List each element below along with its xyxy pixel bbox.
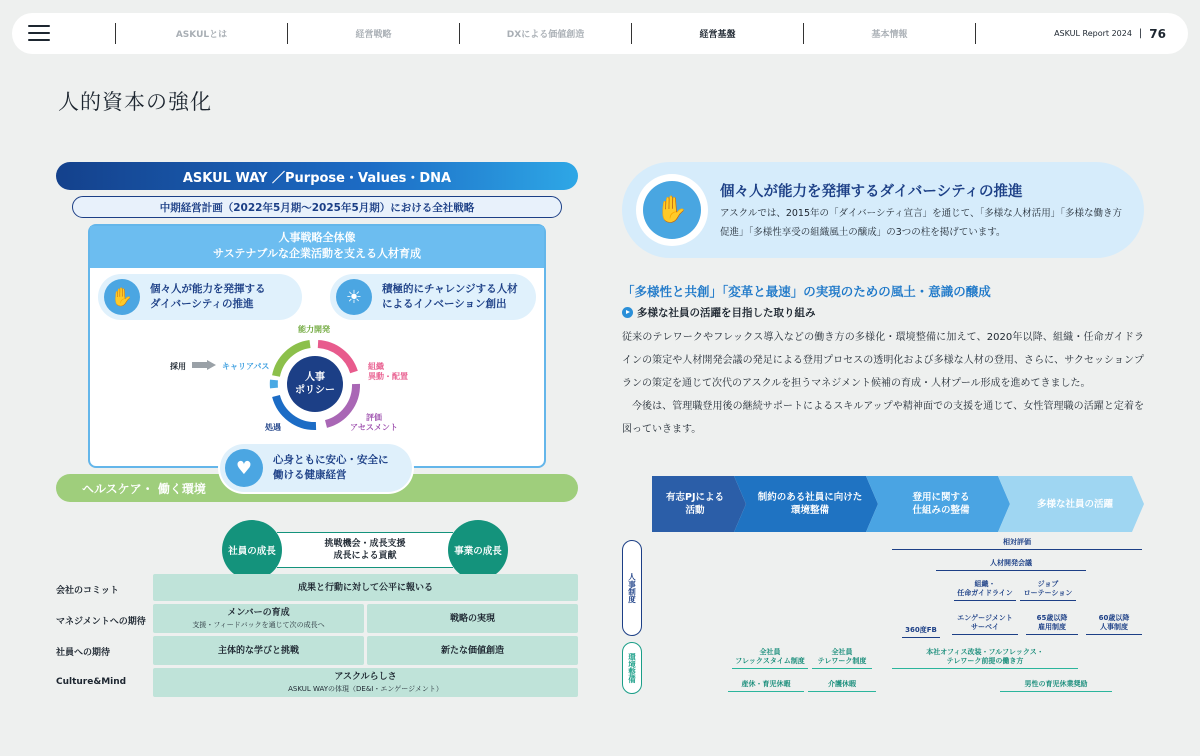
telework-line2: テレワーク制度 bbox=[817, 657, 867, 665]
hr-strategy-header bbox=[90, 226, 544, 268]
body-text bbox=[622, 326, 1144, 441]
step-2-line2: 環境整備 bbox=[790, 505, 829, 516]
flextime-line1: 全社員 bbox=[759, 648, 781, 656]
health-bar: ヘルスケア・ 働く環境 bbox=[56, 474, 578, 502]
timeline-relative-eval: 相対評価 bbox=[892, 538, 1142, 550]
nav-item-foundation[interactable]: 経営基盤 bbox=[631, 23, 803, 44]
cycle-center-line1: 人事 bbox=[305, 372, 325, 383]
table-cell bbox=[367, 604, 578, 633]
over60-line2: 人事制度 bbox=[1100, 623, 1128, 631]
step-1 bbox=[652, 476, 738, 532]
label-hr-system: 人事制度 bbox=[622, 540, 642, 636]
step-2 bbox=[746, 476, 874, 532]
cycle-label-evaluation bbox=[350, 413, 398, 433]
innovation-pill-line1: 積極的にチャレンジする人材 bbox=[382, 283, 518, 295]
heart-hands-icon: ♥ bbox=[225, 449, 263, 487]
nav-item-askul[interactable]: ASKULとは bbox=[115, 23, 287, 44]
office-line1: 本社オフィス改装・フルフレックス・ bbox=[926, 648, 1044, 656]
sub-heading bbox=[622, 305, 816, 320]
telework-line1: 全社員 bbox=[831, 648, 853, 656]
hiring-arrow-icon bbox=[192, 360, 216, 370]
table-cell bbox=[153, 604, 364, 633]
growth-mid-box bbox=[277, 532, 453, 568]
nav-item-basic-info[interactable]: 基本情報 bbox=[803, 23, 975, 44]
diversity-pill-line1: 個々人が能力を発揮する bbox=[150, 283, 266, 295]
cell-main: 新たな価値創造 bbox=[440, 645, 504, 656]
step-4 bbox=[1008, 476, 1142, 532]
step-1-line1: 有志PJによる bbox=[666, 492, 724, 503]
diversity-card-title: 個々人が能力を発揮するダイバーシティの推進 bbox=[720, 184, 1023, 200]
health-pill bbox=[220, 444, 412, 492]
step-2-line1: 制約のある社員に向けた bbox=[757, 492, 863, 503]
health-pill-line1: 心身ともに安心・安全に bbox=[273, 454, 389, 466]
page-title: 人的資本の強化 bbox=[58, 90, 212, 114]
diversity-card-text: アスクルでは、2015年の「ダイバーシティ宣言」を通じて、「多様な人材活用」「多様な働き方促進」「多様性享受の組織風土の醸成」の3つの柱を掲げています。 bbox=[720, 208, 1122, 238]
timeline-engagement bbox=[952, 614, 1018, 635]
cycle-org-line1: 組織 bbox=[368, 362, 384, 371]
row-label-culture: Culture&Mind bbox=[56, 677, 127, 687]
org-guideline-line1: 組織・ bbox=[974, 580, 996, 588]
timeline-office bbox=[892, 648, 1078, 669]
step-3-line2: 仕組みの整備 bbox=[912, 505, 970, 516]
askul-way-banner: ASKUL WAY ／Purpose・Values・DNA bbox=[56, 162, 578, 190]
paragraph-1: 従来のテレワークやフレックス導入などの働き方の多様化・環境整備に加えて、2020年以降、組織・任命ガイドラインの策定や人材開発会議の発足による登用プロセスの透明化および多様な人材の登用、さらに、サクセッションプランの策定を通じて次代のアスクルを担うマネジメント候補の育成・人材プール形成を進めてきました。 bbox=[622, 332, 1144, 389]
sub-heading-text: 多様な社員の活躍を目指した取り組み bbox=[637, 307, 816, 319]
timeline-job-rotation bbox=[1020, 580, 1076, 601]
table-cell bbox=[153, 574, 578, 601]
cell-main: 成果と行動に対して公平に報いる bbox=[297, 582, 433, 593]
step-4-line1: 多様な社員の活躍 bbox=[1036, 498, 1113, 510]
engagement-line2: サーベイ bbox=[971, 623, 999, 631]
job-rotation-line2: ローテーション bbox=[1023, 589, 1073, 597]
timeline-nursing-leave: 介護休暇 bbox=[808, 680, 876, 692]
cell-main: 主体的な学びと挑戦 bbox=[217, 645, 299, 656]
business-growth-circle: 事業の成長 bbox=[448, 520, 508, 580]
cell-sub: ASKUL WAYの体現（DE&I・エンゲージメント） bbox=[288, 684, 443, 693]
cycle-label-compensation: 処遇 bbox=[265, 423, 281, 432]
over60-line1: 60歳以降 bbox=[1098, 614, 1130, 622]
hr-strategy-subtitle: サステナブルな企業活動を支える人材育成 bbox=[213, 247, 421, 260]
label-environment: 環境整備 bbox=[622, 642, 642, 694]
over65-line1: 65歳以降 bbox=[1036, 614, 1068, 622]
hr-policy-center bbox=[287, 371, 343, 397]
report-name: ASKUL Report 2024 bbox=[1054, 29, 1132, 38]
hands-icon: ✋ bbox=[104, 279, 140, 315]
over65-line2: 雇用制度 bbox=[1038, 623, 1066, 631]
paragraph-2: 今後は、管理職登用後の継続サポートによるスキルアップや精神面での支援を通じて、女性管理職の活躍と定着を図っていきます。 bbox=[622, 401, 1144, 435]
diversity-pill-line2: ダイバーシティの推進 bbox=[150, 298, 254, 310]
report-separator: | bbox=[1138, 28, 1143, 39]
timeline-childcare-leave: 産休・育児休暇 bbox=[728, 680, 804, 692]
step-3 bbox=[876, 476, 1006, 532]
table-cell bbox=[153, 668, 578, 697]
raised-hands-icon: ✋ bbox=[643, 181, 701, 239]
step-1-line2: 活動 bbox=[685, 505, 705, 516]
timeline-male-childcare: 男性の育児休業奨励 bbox=[1000, 680, 1112, 692]
cell-main: 戦略の実現 bbox=[449, 613, 495, 624]
job-rotation-line1: ジョブ bbox=[1037, 580, 1059, 588]
nav-item-dx[interactable]: DXによる価値創造 bbox=[459, 23, 631, 44]
top-nav bbox=[12, 13, 1188, 54]
table-cell bbox=[367, 636, 578, 665]
cycle-label-hiring: 採用 bbox=[170, 362, 186, 371]
timeline-flextime bbox=[732, 648, 808, 669]
mid-term-plan-banner: 中期経営計画（2022年5月期～2025年5月期）における全社戦略 bbox=[72, 196, 562, 218]
menu-icon[interactable] bbox=[28, 25, 50, 42]
nav-divider bbox=[975, 23, 976, 44]
timeline-over60 bbox=[1086, 614, 1142, 635]
play-circle-icon bbox=[622, 307, 633, 318]
cycle-org-line2: 異動・配置 bbox=[368, 372, 408, 381]
row-label-employees: 社員への期待 bbox=[56, 648, 111, 658]
office-line2: テレワーク前提の働き方 bbox=[946, 657, 1024, 665]
cell-main: アスクルらしさ bbox=[334, 671, 397, 682]
report-info bbox=[1054, 13, 1166, 54]
flextime-line2: フレックスタイム制度 bbox=[735, 657, 805, 665]
diversity-card bbox=[622, 162, 1144, 258]
timeline-hr-dev-meeting: 人材開発会議 bbox=[936, 559, 1086, 571]
innovation-pill-line2: によるイノベーション創出 bbox=[382, 298, 507, 310]
row-label-management: マネジメントへの期待 bbox=[56, 617, 146, 627]
cycle-label-development: 能力開発 bbox=[298, 325, 330, 334]
org-guideline-line2: 任命ガイドライン bbox=[957, 589, 1013, 597]
health-pill-line2: 働ける健康経営 bbox=[273, 469, 347, 481]
timeline-org-guideline bbox=[954, 580, 1016, 601]
diversity-pill bbox=[98, 274, 302, 320]
growth-mid-line1: 挑戦機会・成長支援 bbox=[324, 539, 406, 549]
innovation-pill bbox=[330, 274, 536, 320]
growth-mid-line2: 成長による貢献 bbox=[333, 551, 397, 561]
lightbulb-icon: ☀ bbox=[336, 279, 372, 315]
growth-row bbox=[222, 520, 508, 580]
step-3-line1: 登用に関する bbox=[912, 492, 970, 503]
cycle-center-line2: ポリシー bbox=[295, 385, 335, 396]
timeline-360fb: 360度FB bbox=[902, 626, 940, 638]
timeline-over65 bbox=[1026, 614, 1078, 635]
cell-sub: 支援・フィードバックを通じて次の成長へ bbox=[192, 620, 325, 629]
cycle-eval-line2: アセスメント bbox=[350, 423, 398, 432]
employee-growth-circle: 社員の成長 bbox=[222, 520, 282, 580]
cycle-label-organization bbox=[368, 362, 408, 382]
engagement-line1: エンゲージメント bbox=[957, 614, 1013, 622]
cycle-label-career: キャリアパス bbox=[222, 362, 270, 371]
cell-main: メンバーの育成 bbox=[227, 607, 290, 618]
diversity-icon-wrap bbox=[636, 174, 708, 246]
row-label-commit: 会社のコミット bbox=[56, 586, 119, 596]
table-cell bbox=[153, 636, 364, 665]
nav-item-strategy[interactable]: 経営戦略 bbox=[287, 23, 459, 44]
hr-strategy-title: 人事戦略全体像 bbox=[278, 231, 356, 244]
timeline-telework bbox=[812, 648, 872, 669]
section-heading: 「多様性と共創」「変革と最速」の実現のための風土・意識の醸成 bbox=[622, 284, 991, 299]
cycle-eval-line1: 評価 bbox=[365, 413, 382, 422]
page-number: 76 bbox=[1149, 26, 1166, 41]
